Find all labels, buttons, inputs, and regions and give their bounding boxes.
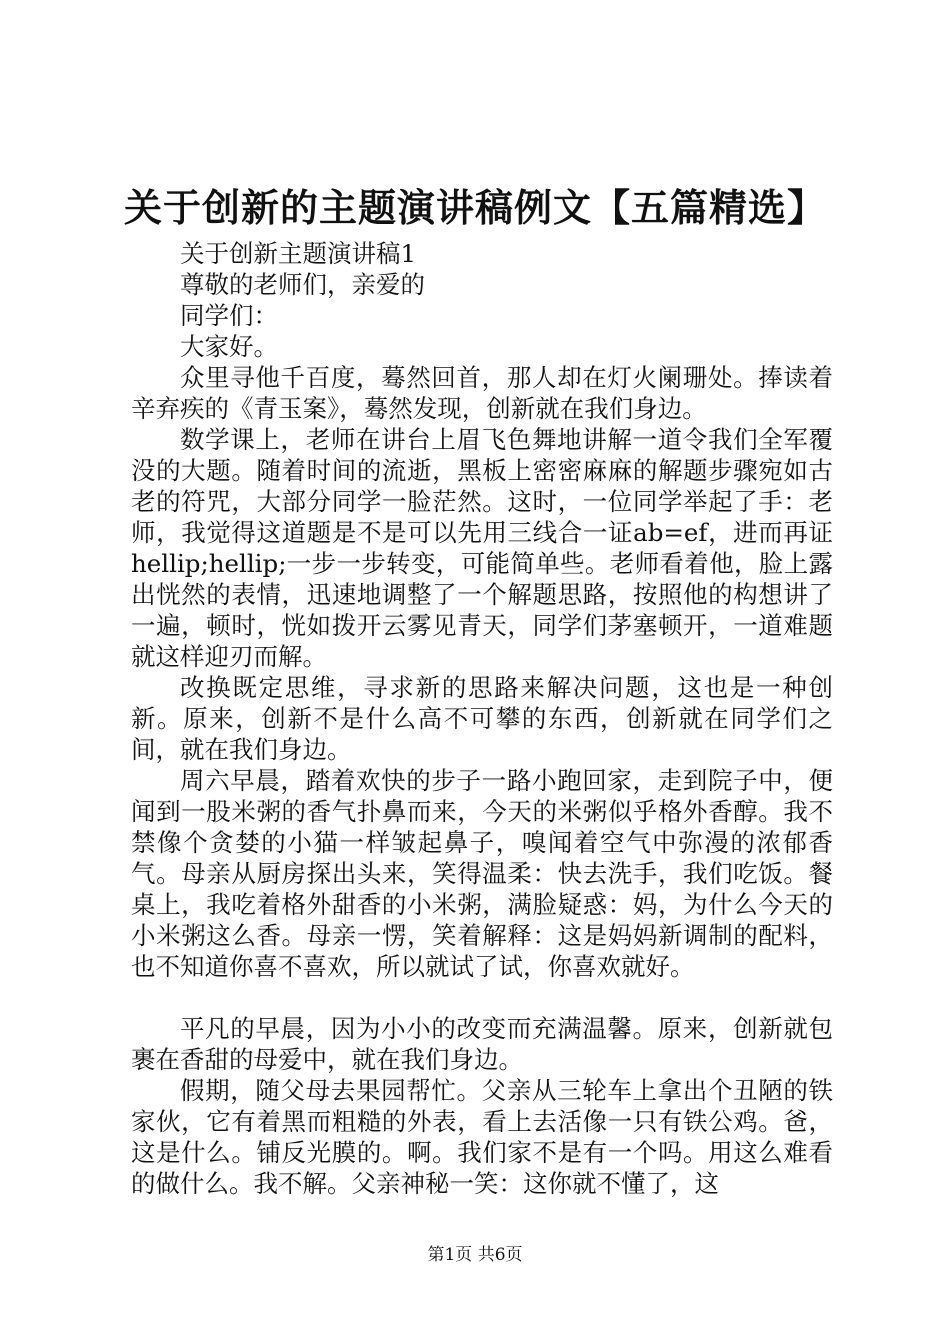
paragraph: 数学课上，老师在讲台上眉飞色舞地讲解一道令我们全军覆没的大题。随着时间的流逝，黑板上密密麻麻的解题步骤宛如古老的符咒，大部分同学一脸茫然。这时，一位同学举起了手：老师，我觉得这道题是不是可以先用三线合一证ab=ef，进而再证hellip;hellip;一步一步转变，可能简单些。老师看着他，脸上露出恍然的表情，迅速地调整了一个解题思路，按照他的构想讲了一遍，顿时，恍如拨开云雾见青天，同学们茅塞顿开，一道难题就这样迎刃而解。 (131, 425, 833, 671)
paragraph: 平凡的早晨，因为小小的改变而充满温馨。原来，创新就包裹在香甜的母爱中，就在我们身边。 (131, 1014, 833, 1074)
paragraph: 改换既定思维，寻求新的思路来解决问题，这也是一种创新。原来，创新不是什么高不可攀的东西，创新就在同学们之间，就在我们身边。 (131, 673, 833, 764)
paragraph: 大家好。 (180, 332, 278, 361)
document-body (131, 238, 833, 1199)
paragraph: 关于创新主题演讲稿1 (180, 239, 417, 268)
paragraph: 众里寻他千百度，蓦然回首，那人却在灯火阑珊处。捧读着辛弃疾的《青玉案》，蓦然发现，创新就在我们身边。 (131, 363, 833, 423)
paragraph: 假期，随父母去果园帮忙。父亲从三轮车上拿出个丑陋的铁家伙，它有着黑而粗糙的外表，看上去活像一只有铁公鸡。爸，这是什么。铺反光膜的。啊。我们家不是有一个吗。用这么难看的做什么。我不解。父亲神秘一笑：这你就不懂了，这 (131, 1076, 833, 1198)
document-title: 关于创新的主题演讲稿例文【五篇精选】 (123, 185, 826, 230)
paragraph: 尊敬的老师们，亲爱的 (180, 270, 425, 299)
paragraph: 同学们： (180, 301, 278, 330)
paragraph: 周六早晨，踏着欢快的步子一路小跑回家，走到院子中，便闻到一股米粥的香气扑鼻而来，今天的米粥似乎格外香醇。我不禁像个贪婪的小猫一样皱起鼻子，嗅闻着空气中弥漫的浓郁香气。母亲从厨房探出头来，笑得温柔：快去洗手，我们吃饭。餐桌上，我吃着格外甜香的小米粥，满脸疑惑：妈，为什么今天的小米粥这么香。母亲一愣，笑着解释：这是妈妈新调制的配料，也不知道你喜不喜欢，所以就试了试，你喜欢就好。 (131, 766, 833, 981)
page-footer: 第1页 共6页 (427, 1245, 523, 1265)
